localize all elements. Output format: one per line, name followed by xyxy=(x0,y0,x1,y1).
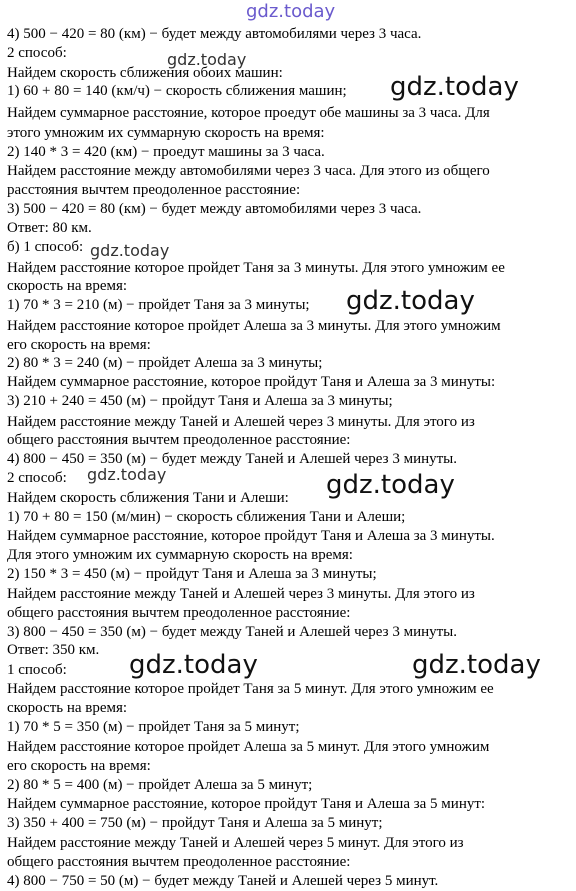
text-line: 2) 80 * 3 = 240 (м) − пройдет Алеша за 3 минуты; xyxy=(7,355,323,371)
text-line: Найдем расстояние которое пройдет Алеша за 5 минут. Для этого умножим xyxy=(7,739,490,755)
text-line: Найдем расстояние которое пройдет Таня за 5 минут. Для этого умножим ее xyxy=(7,681,494,697)
text-line: общего расстояния вычтем преодоленное расстояние: xyxy=(7,854,351,870)
text-line: скорость на время: xyxy=(7,278,128,294)
text-line: 1 способ: xyxy=(7,662,67,678)
text-line: Ответ: 80 км. xyxy=(7,220,92,236)
watermark: gdz.today xyxy=(167,50,247,69)
text-line: Найдем скорость сближения обоих машин: xyxy=(7,65,283,81)
watermark: gdz.today xyxy=(412,650,541,680)
text-line: б) 1 способ: xyxy=(7,239,84,255)
watermark: gdz.today xyxy=(390,72,519,102)
text-line: Найдем расстояние между Таней и Алешей через 3 минуты. Для этого из xyxy=(7,586,475,602)
text-line: скорость на время: xyxy=(7,700,128,716)
text-line: Найдем расстояние между Таней и Алешей через 5 минут. Для этого из xyxy=(7,835,464,851)
text-line: 2 способ: xyxy=(7,45,67,61)
text-line: его скорость на время: xyxy=(7,758,151,774)
text-line: общего расстояния вычтем преодоленное расстояние: xyxy=(7,605,351,621)
text-line: Найдем суммарное расстояние, которое пройдут Таня и Алеша за 3 минуты. xyxy=(7,528,495,544)
text-line: 2) 140 * 3 = 420 (км) − проедут машины за 3 часа. xyxy=(7,144,325,160)
text-line: 4) 500 − 420 = 80 (км) − будет между автомобилями через 3 часа. xyxy=(7,26,422,42)
text-line: Найдем суммарное расстояние, которое проедут обе машины за 3 часа. Для xyxy=(7,105,490,121)
text-line: 2) 80 * 5 = 400 (м) − пройдет Алеша за 5 минут; xyxy=(7,777,313,793)
text-line: 3) 800 − 450 = 350 (м) − будет между Таней и Алешей через 3 минуты. xyxy=(7,624,458,640)
text-line: Для этого умножим их суммарную скорость на время: xyxy=(7,547,353,563)
watermark: gdz.today xyxy=(326,470,455,500)
text-line: 3) 350 + 400 = 750 (м) − пройдут Таня и Алеша за 5 минут; xyxy=(7,815,383,831)
text-line: Найдем суммарное расстояние, которое пройдут Таня и Алеша за 5 минут: xyxy=(7,796,486,812)
text-line: Найдем расстояние которое пройдет Таня за 3 минуты. Для этого умножим ее xyxy=(7,260,505,276)
text-line: Найдем расстояние между автомобилями через 3 часа. Для этого из общего xyxy=(7,163,490,179)
text-line: 1) 70 + 80 = 150 (м/мин) − скорость сближения Тани и Алеши; xyxy=(7,509,406,525)
text-line: 3) 500 − 420 = 80 (км) − будет между автомобилями через 3 часа. xyxy=(7,201,422,217)
text-line: 1) 60 + 80 = 140 (км/ч) − скорость сближения машин; xyxy=(7,83,347,99)
text-line: Найдем скорость сближения Тани и Алеши: xyxy=(7,490,289,506)
text-line: 1) 70 * 5 = 350 (м) − пройдет Таня за 5 минут; xyxy=(7,719,300,735)
text-line: 1) 70 * 3 = 210 (м) − пройдет Таня за 3 минуты; xyxy=(7,297,310,313)
text-line: этого умножим их суммарную скорость на время: xyxy=(7,125,325,141)
text-line: общего расстояния вычтем преодоленное расстояние: xyxy=(7,432,351,448)
text-line: Найдем расстояние которое пройдет Алеша за 3 минуты. Для этого умножим xyxy=(7,318,501,334)
watermark: gdz.today xyxy=(90,241,170,260)
text-line: 2) 150 * 3 = 450 (м) − пройдут Таня и Алеша за 3 минуты; xyxy=(7,566,377,582)
text-line: Найдем расстояние между Таней и Алешей через 3 минуты. Для этого из xyxy=(7,414,475,430)
text-line: 2 способ: xyxy=(7,470,67,486)
text-line: 4) 800 − 750 = 50 (м) − будет между Таней и Алешей через 5 минут. xyxy=(7,873,439,889)
text-line: его скорость на время: xyxy=(7,337,151,353)
watermark: gdz.today xyxy=(87,465,167,484)
text-line: 4) 800 − 450 = 350 (м) − будет между Таней и Алешей через 3 минуты. xyxy=(7,451,458,467)
text-line: Ответ: 350 км. xyxy=(7,642,100,658)
text-line: расстояния вычтем преодоленное расстояние: xyxy=(7,182,301,198)
watermark: gdz.today xyxy=(129,650,258,680)
watermark: gdz.today xyxy=(346,286,475,316)
text-line: 3) 210 + 240 = 450 (м) − пройдут Таня и Алеша за 3 минуты; xyxy=(7,393,393,409)
text-line: Найдем суммарное расстояние, которое пройдут Таня и Алеша за 3 минуты: xyxy=(7,374,496,390)
watermark-top: gdz.today xyxy=(246,1,336,22)
